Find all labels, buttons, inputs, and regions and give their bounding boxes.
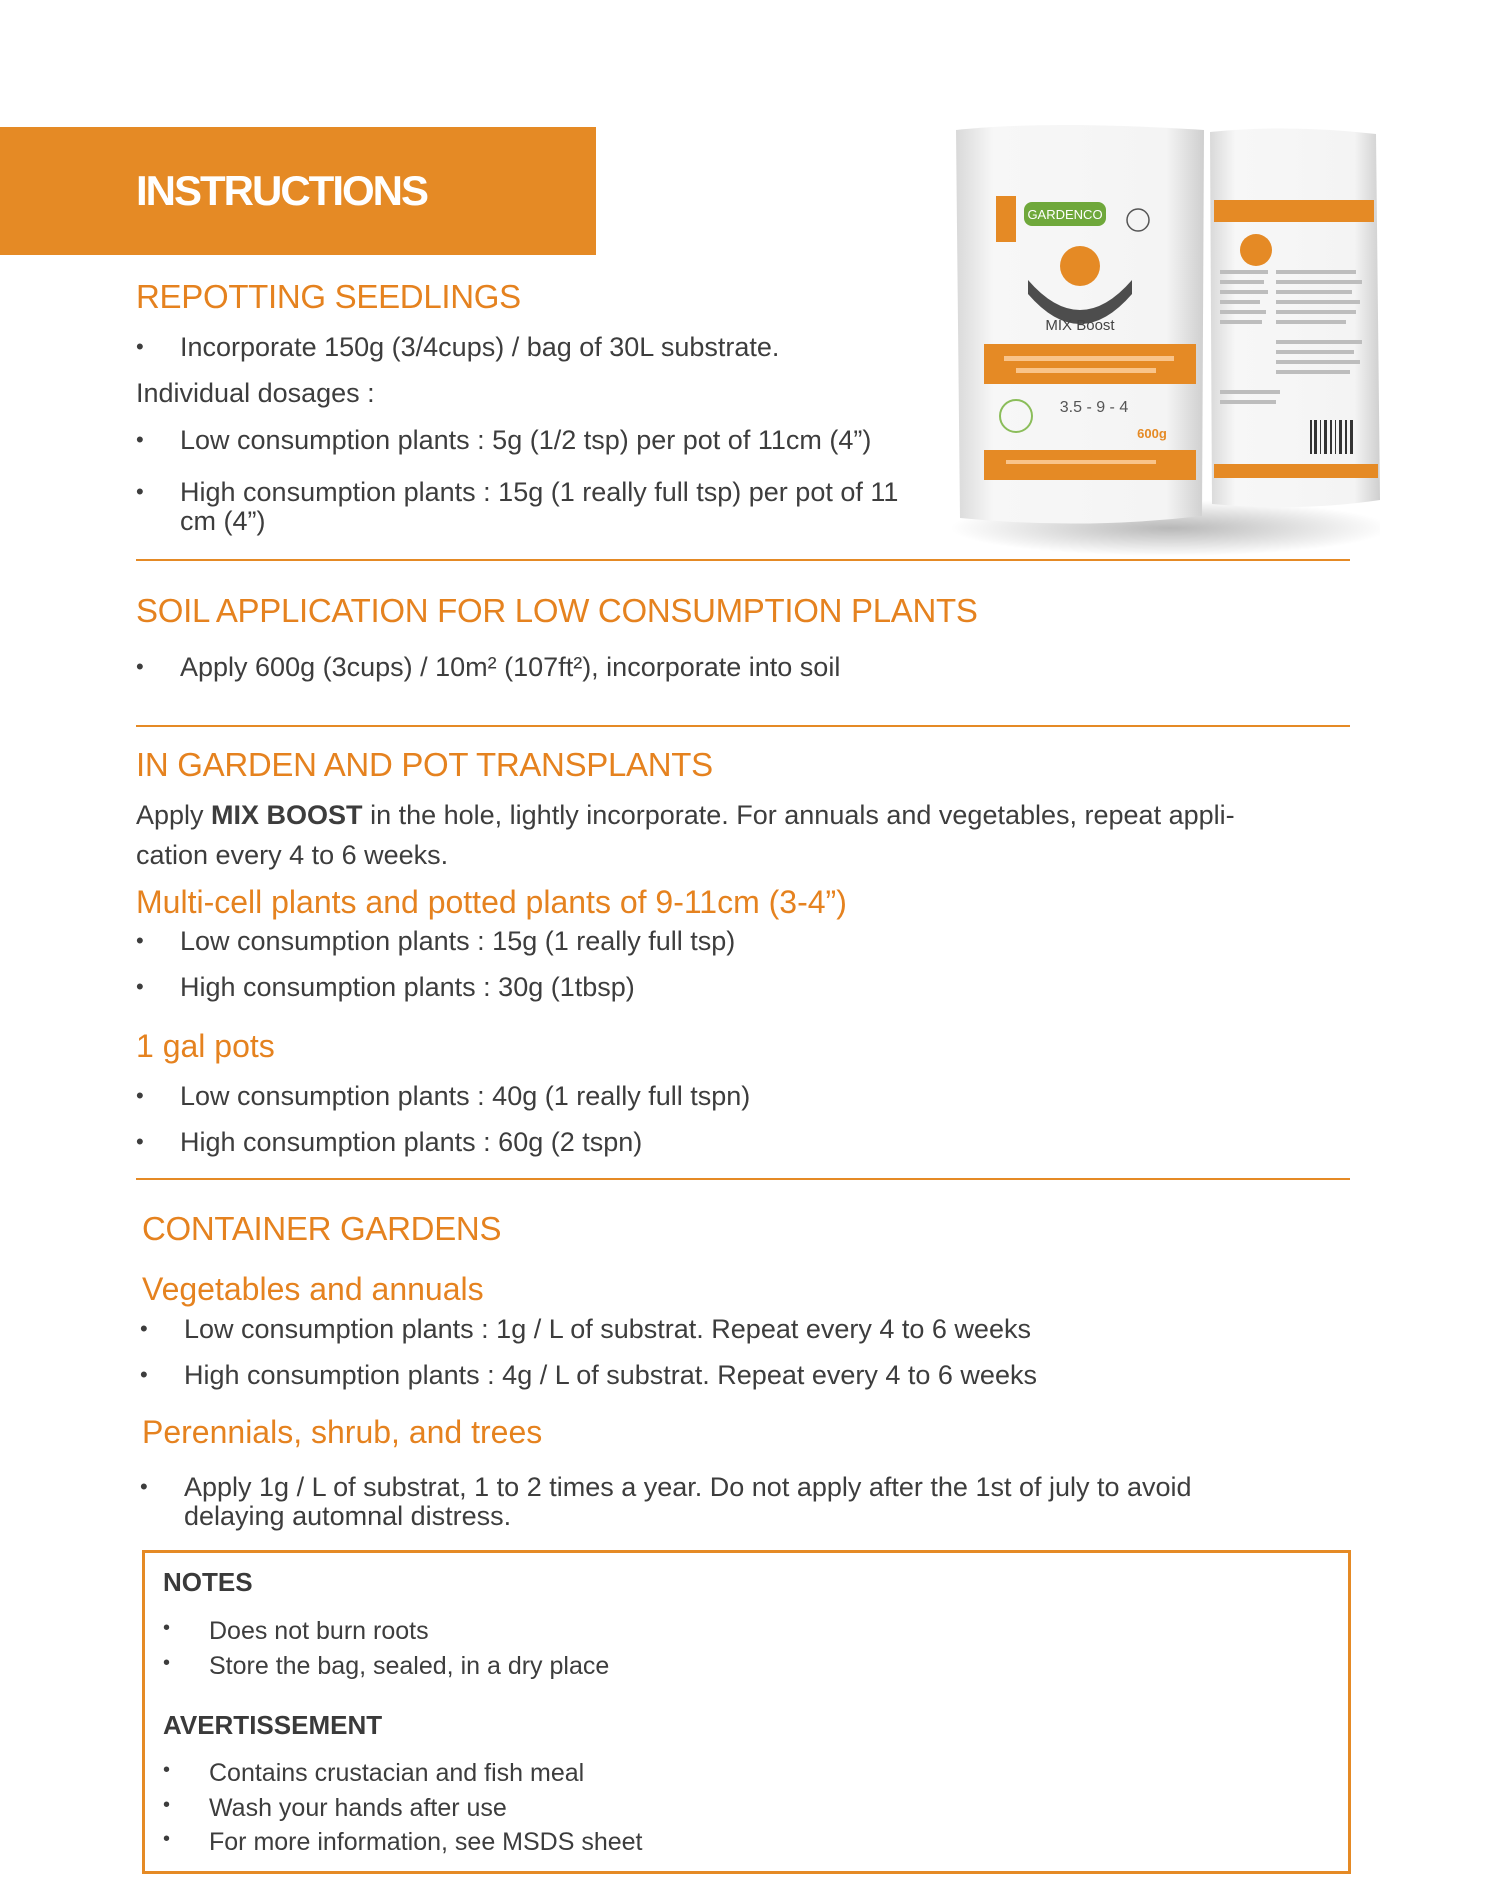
bullet-icon: •	[163, 1652, 171, 1674]
divider	[136, 559, 1350, 561]
transplants-paragraph-line2: cation every 4 to 6 weeks.	[136, 840, 449, 870]
individual-dosages-label: Individual dosages :	[136, 378, 375, 408]
bag-weight: 600g	[1137, 426, 1167, 441]
transplants-paragraph-line1: Apply MIX BOOST in the hole, lightly incorporate. For annuals and vegetables, repeat appli-	[136, 800, 1235, 830]
bag-back	[1210, 128, 1380, 507]
list-item-text: Apply 600g (3cups) / 10m² (107ft²), incorporate into soil	[180, 652, 841, 682]
bullet-icon: •	[136, 1083, 144, 1108]
bag-npk: 3.5 - 9 - 4	[1059, 399, 1129, 416]
list-item-text: Low consumption plants : 15g (1 really full tsp)	[180, 926, 736, 956]
list-item-text: Incorporate 150g (3/4cups) / bag of 30L substrate.	[180, 332, 780, 362]
product-bag-image	[920, 120, 1380, 560]
list-item-text: Does not burn roots	[209, 1617, 429, 1645]
bullet-icon: •	[163, 1794, 171, 1816]
bullet-icon: •	[140, 1474, 148, 1499]
bag-brand: GARDENCO	[1027, 207, 1103, 222]
bullet-icon: •	[140, 1316, 148, 1341]
list-item-text: Contains crustacian and fish meal	[209, 1759, 585, 1787]
list-item-continuation: delaying automnal distress.	[184, 1501, 512, 1531]
bullet-icon: •	[136, 479, 144, 504]
subsection-title-multicell: Multi-cell plants and potted plants of 9-11cm (3-4”)	[136, 884, 847, 920]
list-item-text: Low consumption plants : 5g (1/2 tsp) per pot of 11cm (4”)	[180, 425, 872, 455]
divider	[136, 1178, 1350, 1180]
section-title-soil: SOIL APPLICATION FOR LOW CONSUMPTION PLANTS	[136, 592, 978, 629]
divider	[136, 725, 1350, 727]
list-item-text: Store the bag, sealed, in a dry place	[209, 1652, 610, 1680]
bullet-icon: •	[136, 427, 144, 452]
bullet-icon: •	[163, 1759, 171, 1781]
bullet-icon: •	[136, 928, 144, 953]
subsection-title-vegetables: Vegetables and annuals	[142, 1271, 484, 1307]
bullet-icon: •	[163, 1828, 171, 1850]
page-title: INSTRUCTIONS	[136, 167, 427, 214]
list-item-text: Low consumption plants : 1g / L of substrat. Repeat every 4 to 6 weeks	[184, 1314, 1031, 1344]
bullet-icon: •	[136, 334, 144, 359]
list-item-continuation: cm (4”)	[180, 506, 266, 536]
section-title-container: CONTAINER GARDENS	[142, 1210, 502, 1247]
product-name-bold: MIX BOOST	[211, 800, 363, 830]
notes-title: NOTES	[163, 1567, 253, 1597]
list-item-text: High consumption plants : 60g (2 tspn)	[180, 1127, 643, 1157]
bullet-icon: •	[136, 654, 144, 679]
list-item-text: High consumption plants : 15g (1 really full tsp) per pot of 11	[180, 477, 899, 507]
subsection-title-gal-pots: 1 gal pots	[136, 1028, 275, 1064]
list-item-text: For more information, see MSDS sheet	[209, 1828, 643, 1856]
bullet-icon: •	[136, 1129, 144, 1154]
list-item-text: Wash your hands after use	[209, 1794, 507, 1822]
section-title-repotting: REPOTTING SEEDLINGS	[136, 278, 521, 315]
bullet-icon: •	[140, 1362, 148, 1387]
list-item-text: Apply 1g / L of substrat, 1 to 2 times a year. Do not apply after the 1st of july to avoid	[184, 1472, 1192, 1502]
bullet-icon: •	[163, 1617, 171, 1639]
list-item-text: High consumption plants : 4g / L of substrat. Repeat every 4 to 6 weeks	[184, 1360, 1037, 1390]
list-item-text: High consumption plants : 30g (1tbsp)	[180, 972, 635, 1002]
bag-front	[956, 125, 1204, 524]
instructions-banner	[0, 127, 596, 255]
section-title-transplants: IN GARDEN AND POT TRANSPLANTS	[136, 746, 713, 783]
warning-title: AVERTISSEMENT	[163, 1710, 383, 1740]
bag-product-name: MIX Boost	[1045, 317, 1115, 334]
notes-box	[142, 1550, 1351, 1874]
subsection-title-perennials: Perennials, shrub, and trees	[142, 1414, 543, 1450]
list-item-text: Low consumption plants : 40g (1 really full tspn)	[180, 1081, 751, 1111]
bullet-icon: •	[136, 974, 144, 999]
